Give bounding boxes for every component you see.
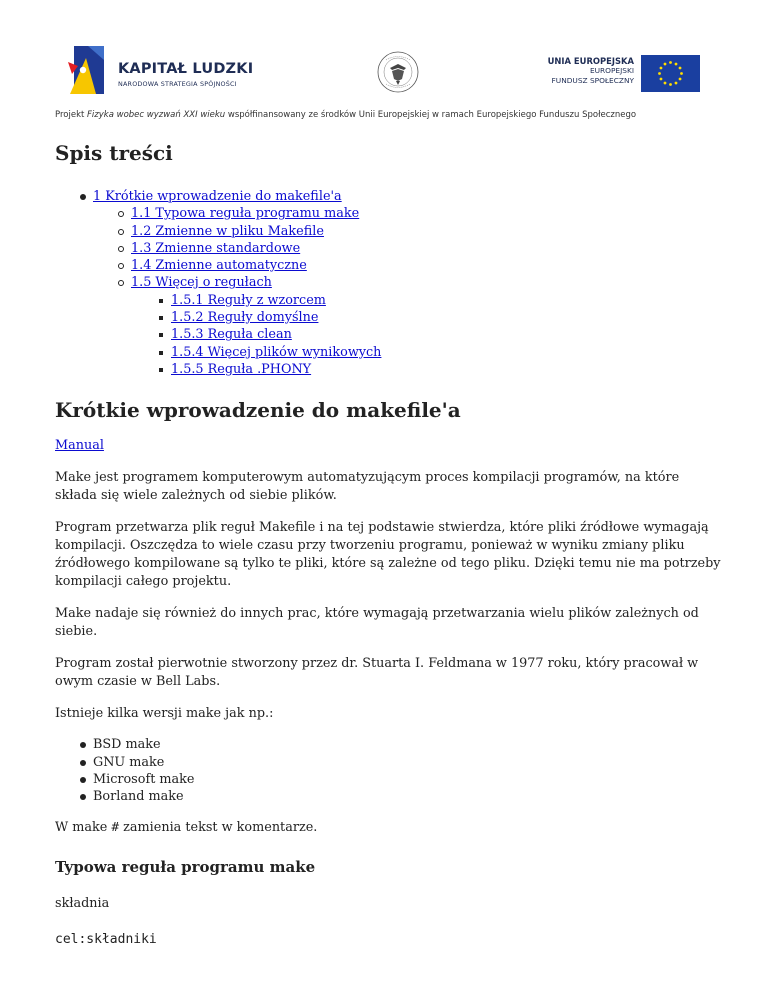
eu-star-icon (675, 82, 678, 85)
section-heading-rule: Typowa reguła programu make (55, 858, 316, 877)
comment-hash: # (111, 820, 120, 836)
syntax-label: składnia (55, 896, 110, 912)
toc-link-1-5-1[interactable]: 1.5.1 Reguły z wzorcem (171, 292, 326, 308)
toc-item (55, 344, 725, 361)
eu-star-icon (675, 63, 678, 66)
eu-line-fund: FUNDUSZ SPOŁECZNY (551, 76, 634, 85)
make-versions-list (55, 736, 725, 805)
toc-item (55, 223, 725, 240)
list-item: Borland make (55, 788, 725, 805)
list-item: Microsoft make (55, 771, 725, 788)
toc-item (55, 240, 725, 257)
toc-link-1-5-4[interactable]: 1.5.4 Więcej plików wynikowych (171, 344, 382, 360)
paragraph: Program przetwarza plik reguł Makefile i na tej podstawie stwierdza, które pliki źródłowe wymagają kompilacji. Oszczędza to wiele czasu przy tworzeniu programu, ponieważ w wyniku zmiany pliku źródłowego kompilowane są tylko te pliki, które są zależne od tego pliku. Dzięki temu nie ma potrzeby kompilacji całego projektu. (55, 520, 721, 590)
list-item: GNU make (55, 754, 725, 771)
article-content (55, 136, 725, 949)
toc-link-1-3[interactable]: 1.3 Zmienne standardowe (131, 240, 301, 256)
section-heading-intro: Krótkie wprowadzenie do makefile'a (55, 398, 461, 423)
comment-paragraph (55, 819, 725, 837)
eu-star-icon (660, 78, 663, 81)
eu-star-icon (669, 61, 672, 64)
eu-text (520, 56, 634, 86)
toc-item (55, 257, 725, 274)
paragraph: Make nadaje się również do innych prac, które wymagają przetwarzania wielu plików zależnych od siebie. (55, 606, 699, 640)
toc-link-1-1[interactable]: 1.1 Typowa reguła programu make (131, 206, 360, 222)
table-of-contents (55, 188, 725, 378)
eu-star-icon (658, 72, 661, 75)
toc-item (55, 309, 725, 326)
university-seal-icon (376, 50, 420, 94)
comment-prefix: W make (55, 820, 112, 836)
toc-title: Spis treści (55, 141, 173, 165)
toc-item (55, 205, 725, 222)
eu-star-icon (664, 63, 667, 66)
eu-line-union: UNIA EUROPEJSKA (547, 56, 634, 66)
project-prefix: Projekt (55, 110, 88, 120)
toc-link-1-4[interactable]: 1.4 Zmienne automatyczne (131, 258, 307, 274)
toc-item (55, 274, 725, 291)
eu-line-european: EUROPEJSKI (589, 66, 634, 75)
eu-star-icon (660, 67, 663, 70)
toc-link-1-2[interactable]: 1.2 Zmienne w pliku Makefile (131, 223, 324, 239)
toc-link-1-5-2[interactable]: 1.5.2 Reguły domyślne (171, 310, 319, 326)
manual-paragraph (55, 437, 725, 455)
toc-link-1-5-3[interactable]: 1.5.3 Reguła clean (171, 327, 292, 343)
eu-star-icon (669, 83, 672, 86)
paragraph: Program został pierwotnie stworzony przez dr. Stuarta I. Feldmana w 1977 roku, który pracował w owym czasie w Bell Labs. (55, 656, 699, 690)
code-snippet: cel:składniki (55, 932, 157, 948)
project-funding-line (55, 110, 735, 120)
manual-link[interactable]: Manual (55, 438, 104, 454)
toc-link-1-5-5[interactable]: 1.5.5 Reguła .PHONY (171, 361, 312, 377)
eu-star-icon (679, 78, 682, 81)
list-item: BSD make (55, 736, 725, 753)
header-banner (0, 0, 768, 130)
toc-item (55, 292, 725, 309)
toc-link-1[interactable]: 1 Krótkie wprowadzenie do makefile'a (93, 189, 342, 204)
eu-flag-icon (641, 55, 700, 92)
kapital-ludzki-title: KAPITAŁ LUDZKI (118, 61, 254, 77)
project-suffix: współfinansowany ze środków Unii Europejskiej w ramach Europejskiego Funduszu Społecznego (225, 110, 637, 120)
paragraph: Istnieje kilka wersji make jak np.: (55, 706, 274, 722)
eu-star-icon (679, 67, 682, 70)
toc-item (55, 188, 725, 205)
eu-star-icon (680, 72, 683, 75)
paragraph: Make jest programem komputerowym automatyzującym proces kompilacji programów, na które składa się wiele zależnych od siebie plików. (55, 470, 680, 504)
toc-link-1-5[interactable]: 1.5 Więcej o regułach (131, 275, 272, 291)
toc-item (55, 326, 725, 343)
eu-star-icon (664, 82, 667, 85)
comment-suffix: zamienia tekst w komentarze. (119, 820, 318, 836)
project-title: Fizyka wobec wyzwań XXI wieku (87, 110, 226, 120)
kapital-ludzki-subtitle: NARODOWA STRATEGIA SPÓJNOŚCI (118, 80, 237, 88)
kapital-ludzki-text (66, 44, 266, 96)
toc-item (55, 361, 725, 378)
